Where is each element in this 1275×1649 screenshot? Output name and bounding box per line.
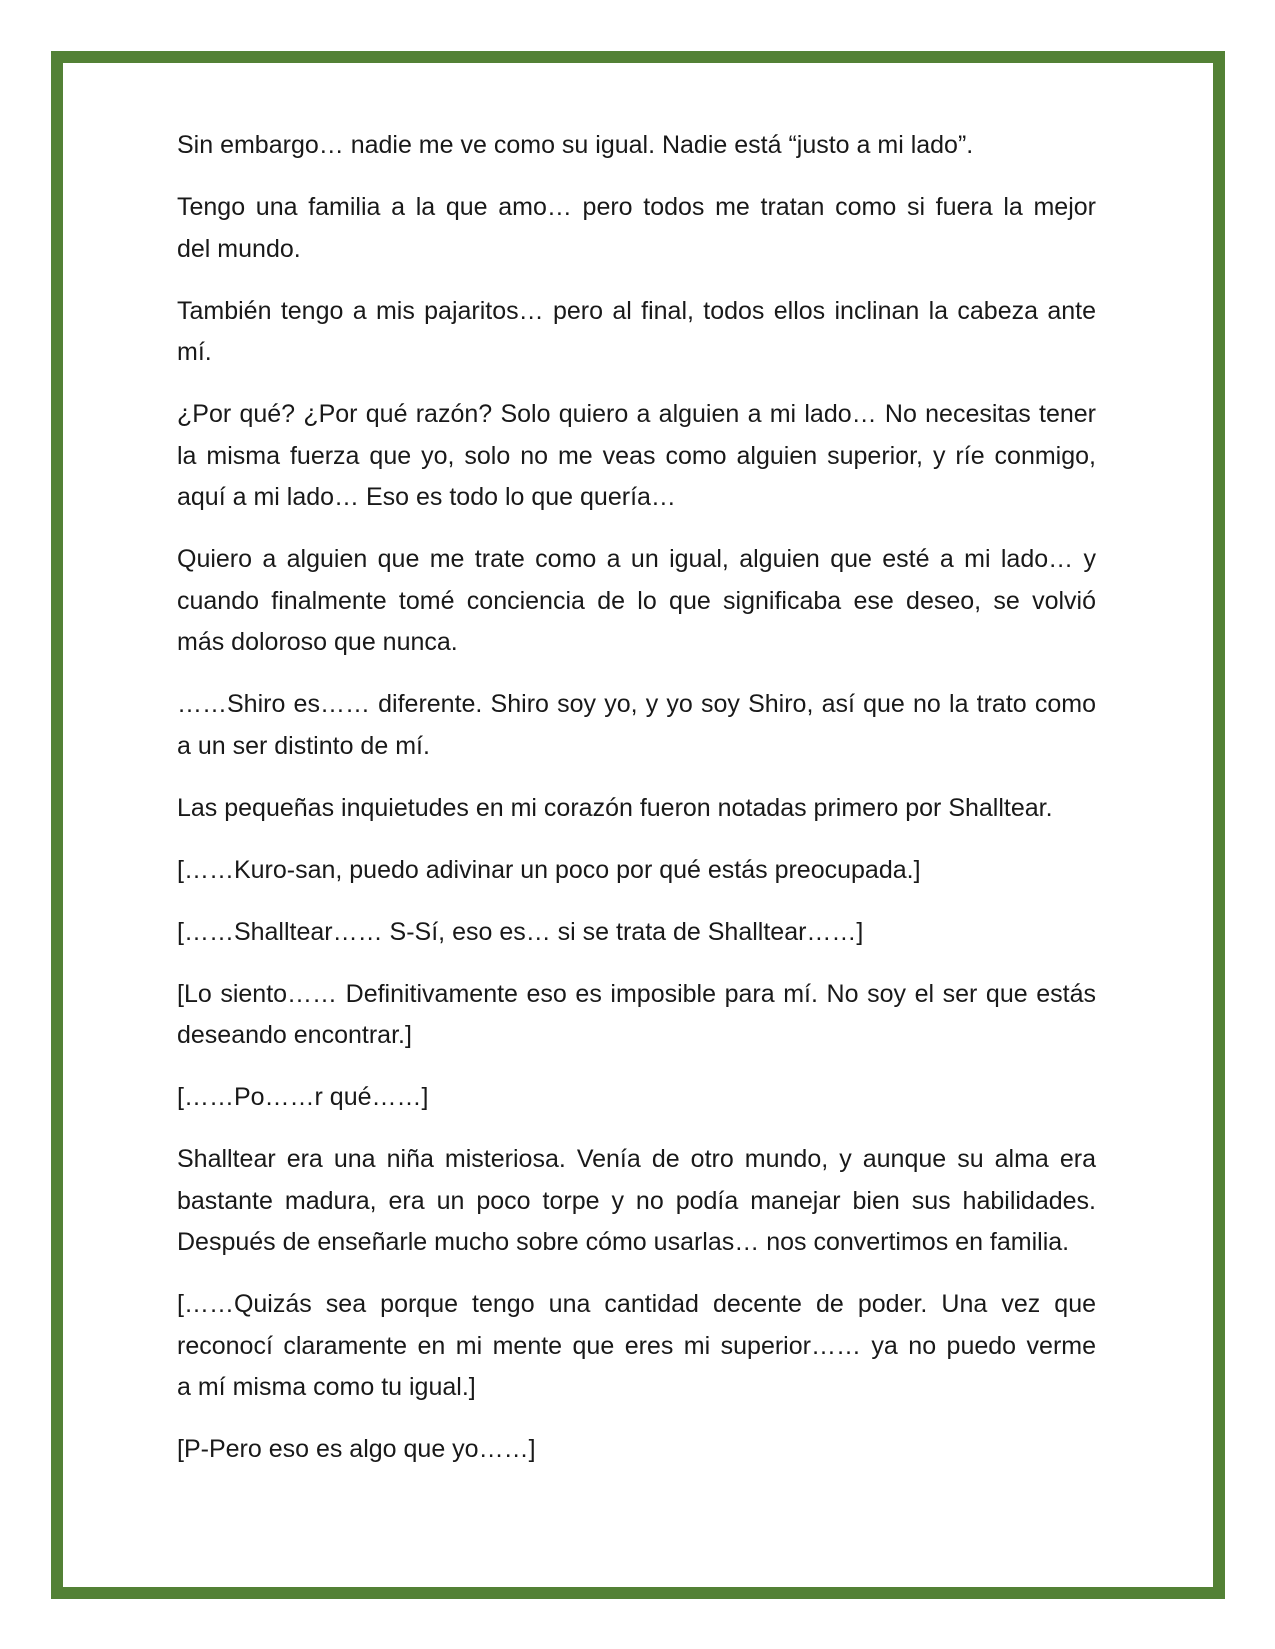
paragraph [177,850,1096,892]
paragraph [177,187,1096,270]
text-line: Tengo una familia a la que amo… pero todos me tratan como si fuera la mejor [177,193,1096,221]
text-line: bastante madura, era un poco torpe y no podía manejar bien sus habilidades. [177,1186,1096,1215]
text-line: a un ser distinto de mí. [177,731,430,760]
text-line: Sin embargo… nadie me ve como su igual. Nadie está “justo a mi lado”. [177,131,974,159]
text-line: [……Shalltear…… S-Sí, eso es… si se trata de Shalltear……] [177,917,864,946]
text-line: reconocí claramente en mi mente que eres mi superior…… ya no puedo verme [177,1331,1096,1360]
text-line: Las pequeñas inquietudes en mi corazón fueron notadas primero por Shalltear. [177,793,1053,822]
paragraph [177,394,1096,519]
paragraph [177,1429,1096,1471]
text-line: deseando encontrar.] [177,1021,412,1049]
paragraph [177,1077,1096,1119]
paragraph [177,684,1096,767]
paragraph [177,974,1096,1057]
paragraph [177,291,1096,374]
paragraph [177,788,1096,830]
text-line: [……Quizás sea porque tengo una cantidad decente de poder. Una vez que [177,1290,1096,1318]
page-border-frame [51,51,1225,1599]
text-line: [……Po……r qué……] [177,1083,429,1111]
paragraph [177,125,1096,167]
text-line: ¿Por qué? ¿Por qué razón? Solo quiero a alguien a mi lado… No necesitas tener [177,400,1096,428]
document-body [177,125,1096,1471]
paragraph [177,1284,1096,1409]
text-line: [……Kuro-san, puedo adivinar un poco por qué estás preocupada.] [177,855,921,884]
text-line: Después de enseñarle mucho sobre cómo usarlas… nos convertimos en familia. [177,1228,1070,1256]
text-line: [P-Pero eso es algo que yo……] [177,1435,536,1463]
text-line: aquí a mi lado… Eso es todo lo que quería… [177,483,676,511]
text-line: Quiero a alguien que me trate como a un igual, alguien que esté a mi lado… y [177,545,1096,573]
paragraph [177,1139,1096,1264]
text-line: del mundo. [177,234,301,263]
text-line: Shalltear era una niña misteriosa. Venía de otro mundo, y aunque su alma era [177,1145,1096,1173]
text-line: [Lo siento…… Definitivamente eso es imposible para mí. No soy el ser que estás [177,979,1096,1008]
text-line: mí. [177,338,212,366]
text-line: más doloroso que nunca. [177,628,458,656]
text-line: la misma fuerza que yo, solo no me veas como alguien superior, y ríe conmigo, [177,441,1096,470]
text-line: ……Shiro es…… diferente. Shiro soy yo, y yo soy Shiro, así que no la trato como [177,690,1096,718]
text-line: cuando finalmente tomé conciencia de lo que significaba ese deseo, se volvió [177,586,1096,615]
paragraph [177,539,1096,664]
text-line: a mí misma como tu igual.] [177,1373,476,1401]
text-line: También tengo a mis pajaritos… pero al final, todos ellos inclinan la cabeza ante [177,296,1096,325]
paragraph [177,912,1096,954]
